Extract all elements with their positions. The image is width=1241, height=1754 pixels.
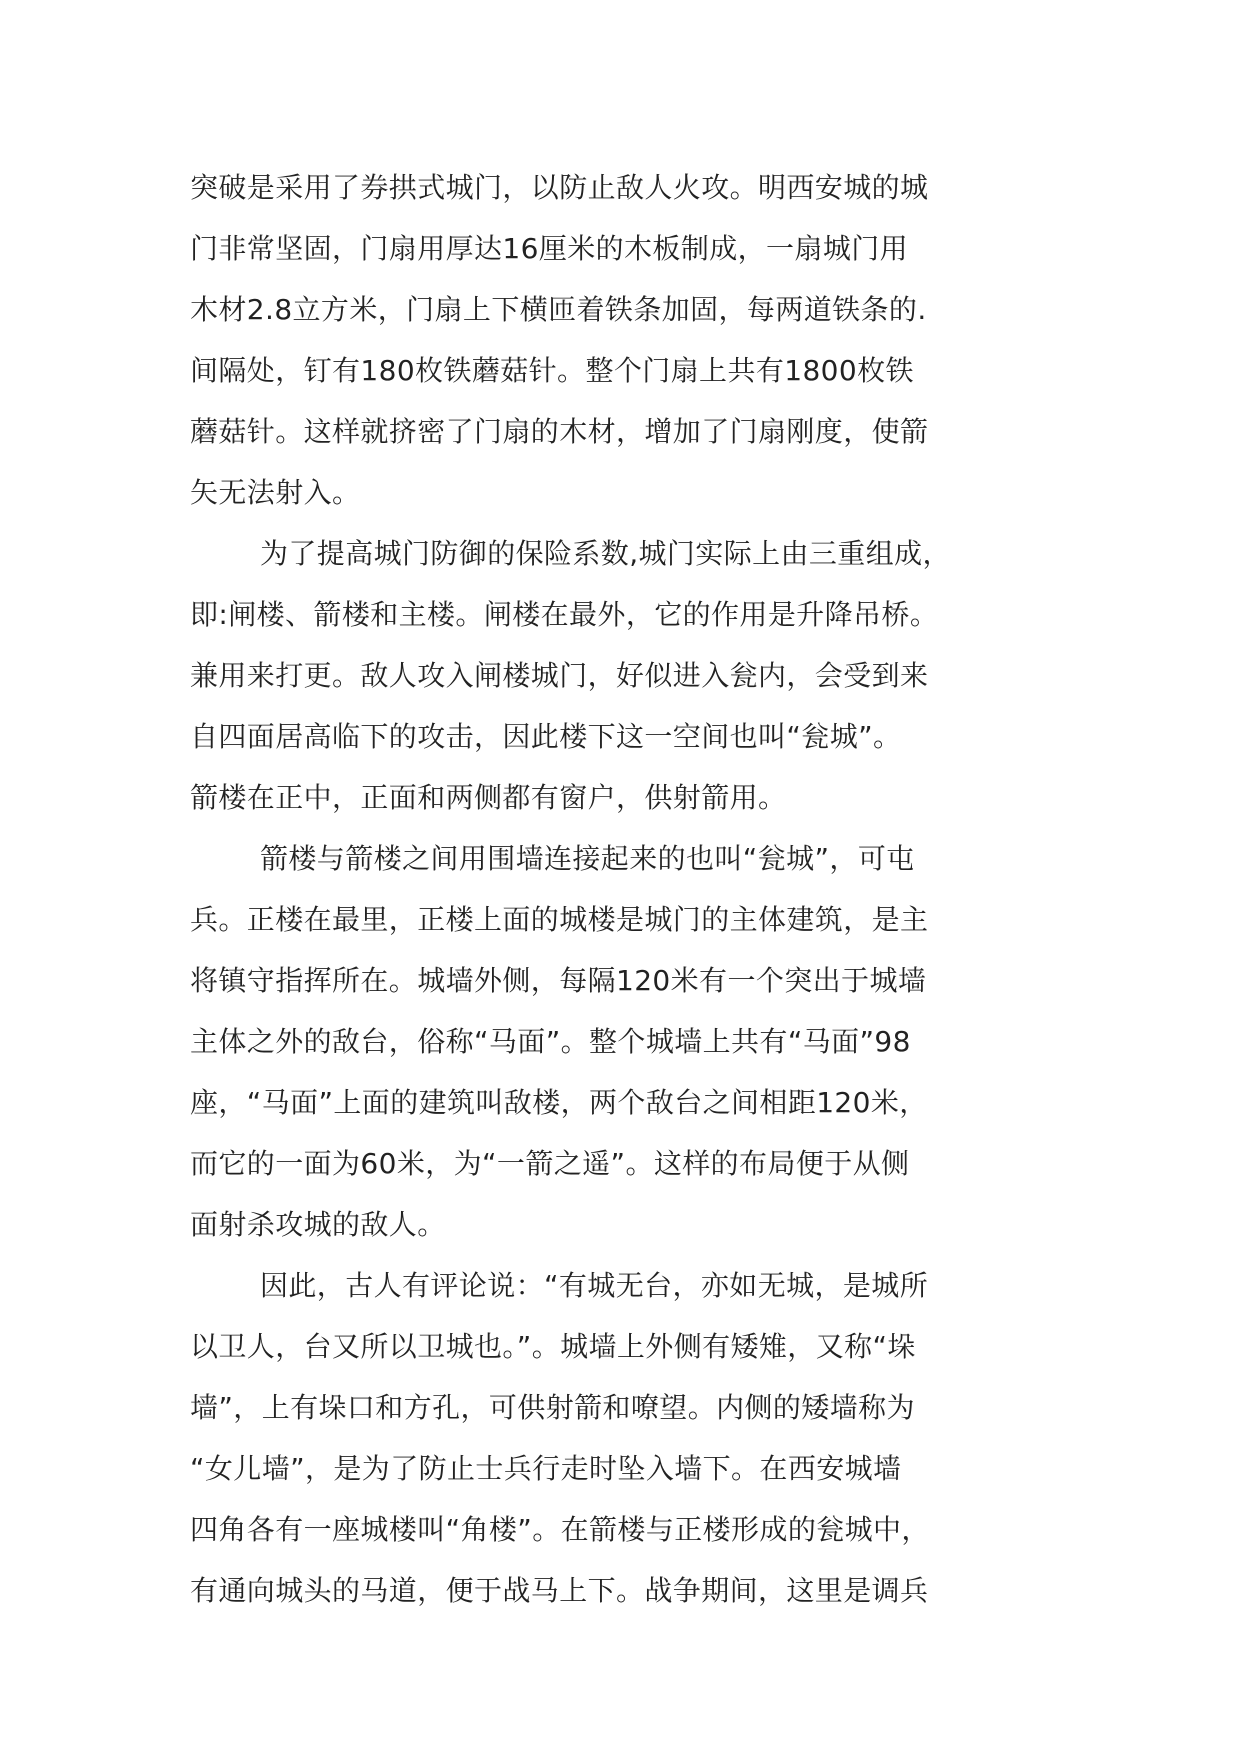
text-line: “女儿墙”，是为了防止士兵行走时坠入墙下。在西安城墙 xyxy=(190,1452,902,1485)
paragraph-first-line: 因此，古人有评论说：“有城无台，亦如无城，是城所 xyxy=(260,1269,929,1302)
body-text xyxy=(190,157,1050,1621)
text-line: 间隔处，钉有180枚铁蘑菇针。整个门扇上共有1800枚铁 xyxy=(190,354,914,387)
text-line: 兼用来打更。敌人攻入闸楼城门，好似进入瓮内，会受到来 xyxy=(190,659,929,692)
text-line: 即:闸楼、箭楼和主楼。闸楼在最外，它的作用是升降吊桥。 xyxy=(190,598,939,631)
text-line: 将镇守指挥所在。城墙外侧，每隔120米有一个突出于城墙 xyxy=(190,964,927,997)
text-line: 门非常坚固，门扇用厚达16厘米的木板制成，一扇城门用 xyxy=(190,232,909,265)
text-line: 座，“马面”上面的建筑叫敌楼，两个敌台之间相距120米， xyxy=(190,1086,928,1119)
text-line: 兵。正楼在最里，正楼上面的城楼是城门的主体建筑，是主 xyxy=(190,903,929,936)
text-line: 而它的一面为60米，为“一箭之遥”。这样的布局便于从侧 xyxy=(190,1147,910,1180)
text-line: 蘑菇针。这样就挤密了门扇的木材，增加了门扇刚度，使箭 xyxy=(190,415,929,448)
text-line: 矢无法射入。 xyxy=(190,476,361,509)
text-line: 主体之外的敌台，俗称“马面”。整个城墙上共有“马面”98 xyxy=(190,1025,911,1058)
text-line: 自四面居高临下的攻击，因此楼下这一空间也叫“瓮城”。 xyxy=(190,720,902,753)
text-line: 墙”，上有垛口和方孔，可供射箭和嘹望。内侧的矮墙称为 xyxy=(190,1391,915,1424)
paragraph-first-line: 为了提高城门防御的保险系数,城门实际上由三重组成， xyxy=(260,537,951,570)
text-line: 四角各有一座城楼叫“角楼”。在箭楼与正楼形成的瓮城中， xyxy=(190,1513,930,1546)
text-line: 木材2.8立方米，门扇上下横匝着铁条加固，每两道铁条的. xyxy=(190,293,927,326)
text-line: 以卫人，台又所以卫城也。”。城墙上外侧有矮雉，又称“垛 xyxy=(190,1330,916,1363)
text-line: 面射杀攻城的敌人。 xyxy=(190,1208,446,1241)
text-line: 箭楼在正中，正面和两侧都有窗户，供射箭用。 xyxy=(190,781,787,814)
text-line: 突破是采用了券拱式城门，以防止敌人火攻。明西安城的城 xyxy=(190,171,929,204)
paragraph-first-line: 箭楼与箭楼之间用围墙连接起来的也叫“瓮城”，可屯 xyxy=(260,842,915,875)
text-line: 有通向城头的马道，便于战马上下。战争期间，这里是调兵 xyxy=(190,1574,929,1607)
